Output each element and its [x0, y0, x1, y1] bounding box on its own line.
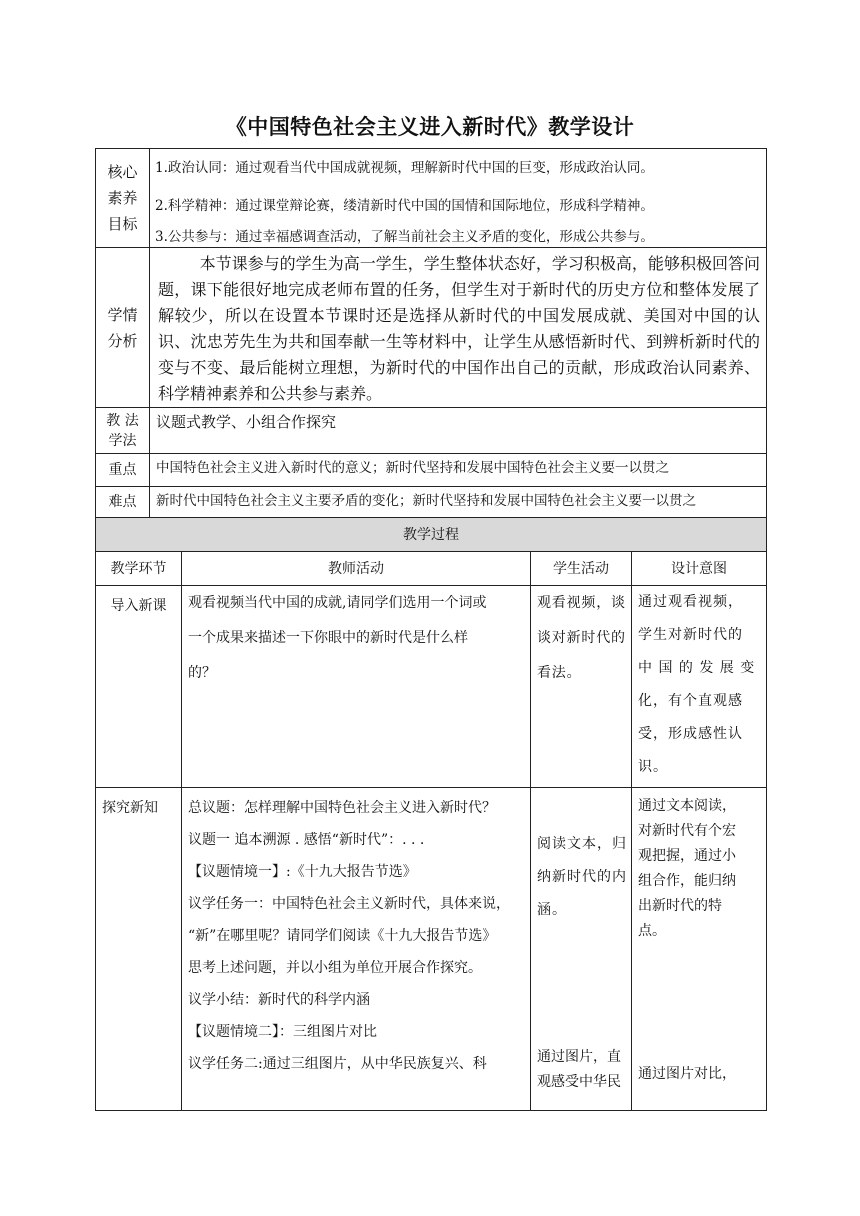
lesson-plan-table	[95, 148, 767, 1111]
intro-student-activity: 观看视频，谈 谈对新时代的 看法。	[531, 586, 632, 788]
explore-row	[96, 788, 767, 1111]
intro-design-intent: 通过观看视频， 学生对新时代的 中 国 的 发 展 变 化，有个直观感 受，形成感性认 识。	[632, 586, 767, 788]
process-columns-row	[96, 552, 767, 586]
goal-item: 3.公共参与：通过幸福感调查活动，了解当前社会主义矛盾的变化，形成公共参与。	[155, 229, 654, 245]
column-header-student: 学生活动	[531, 552, 632, 586]
student-analysis-row	[96, 248, 767, 408]
intro-row	[96, 586, 767, 788]
key-points-row	[96, 454, 767, 487]
explore-teacher-activity: 总议题：怎样理解中国特色社会主义进入新时代？ 议题一 追本溯源 . 感悟“新时代”：. . . 【议题情境一】:《十九大报告节选》 议学任务一：中国特色社会主义新时代，具体来说， “新”在哪里呢？请同学们阅读《十九大报告节选》 思考上述问题，并以小组为单位开展合作探究。 议学小结：新时代的科学内涵 【议题情境二】：三组图片对比 议学任务二:通过三组图片，从中华民族复兴、科	[182, 788, 531, 1111]
methods-row	[96, 408, 767, 454]
explore-design-intent: 通过文本阅读， 对新时代有个宏 观把握，通过小 组合作，能归纳 出新时代的特 点。 通过图片对比，	[632, 788, 767, 1111]
difficult-points-row	[96, 487, 767, 518]
goal-item: 2.科学精神：通过课堂辩论赛，缕清新时代中国的国情和国际地位，形成科学精神。	[155, 198, 654, 214]
core-goals-label: 核心 素养 目标	[96, 149, 150, 248]
methods-label: 教 法 学法	[96, 408, 150, 454]
difficult-points-label: 难点	[96, 487, 150, 518]
student-analysis-text: 本节课参与的学生为高一学生，学生整体状态好，学习积极高，能够积极回答问题，课下能很好地完成老师布置的任务，但学生对于新时代的历史方位和整体发展了解较少，所以在设置本节课时还是选择从新时代的中国发展成就、美国对中国的认识、沈忠芳先生为共和国奉献一生等材料中，让学生从感悟新时代、到辨析新时代的变与不变、最后能树立理想，为新时代的中国作出自己的贡献，形成政治认同素养、科学精神素养和公共参与素养。	[150, 248, 767, 408]
explore-student-activity: 阅读文本，归 纳新时代的内 涵。 通过图片，直 观感受中华民	[531, 788, 632, 1111]
key-points-label: 重点	[96, 454, 150, 487]
document-title: 《中国特色社会主义进入新时代》教学设计	[225, 115, 635, 139]
intro-teacher-activity: 观看视频当代中国的成就,请同学们选用一个词或 一个成果来描述一下你眼中的新时代是什么样 的？	[182, 586, 531, 788]
goal-item: 1.政治认同：通过观看当代中国成就视频，理解新时代中国的巨变，形成政治认同。	[155, 160, 654, 176]
intro-stage: 导入新课	[96, 586, 182, 788]
process-heading: 教学过程	[96, 518, 767, 552]
column-header-teacher: 教师活动	[182, 552, 531, 586]
explore-stage: 探究新知	[96, 788, 182, 1111]
process-heading-row	[96, 518, 767, 552]
core-goals-content	[150, 149, 767, 248]
column-header-design: 设计意图	[632, 552, 767, 586]
difficult-points-text: 新时代中国特色社会主义主要矛盾的变化；新时代坚持和发展中国特色社会主义要一以贯之	[150, 487, 767, 518]
key-points-text: 中国特色社会主义进入新时代的意义；新时代坚持和发展中国特色社会主义要一以贯之	[150, 454, 767, 487]
column-header-stage: 教学环节	[96, 552, 182, 586]
core-goals-row	[96, 149, 767, 248]
methods-text: 议题式教学、小组合作探究	[150, 408, 767, 454]
student-analysis-label: 学情 分析	[96, 248, 150, 408]
